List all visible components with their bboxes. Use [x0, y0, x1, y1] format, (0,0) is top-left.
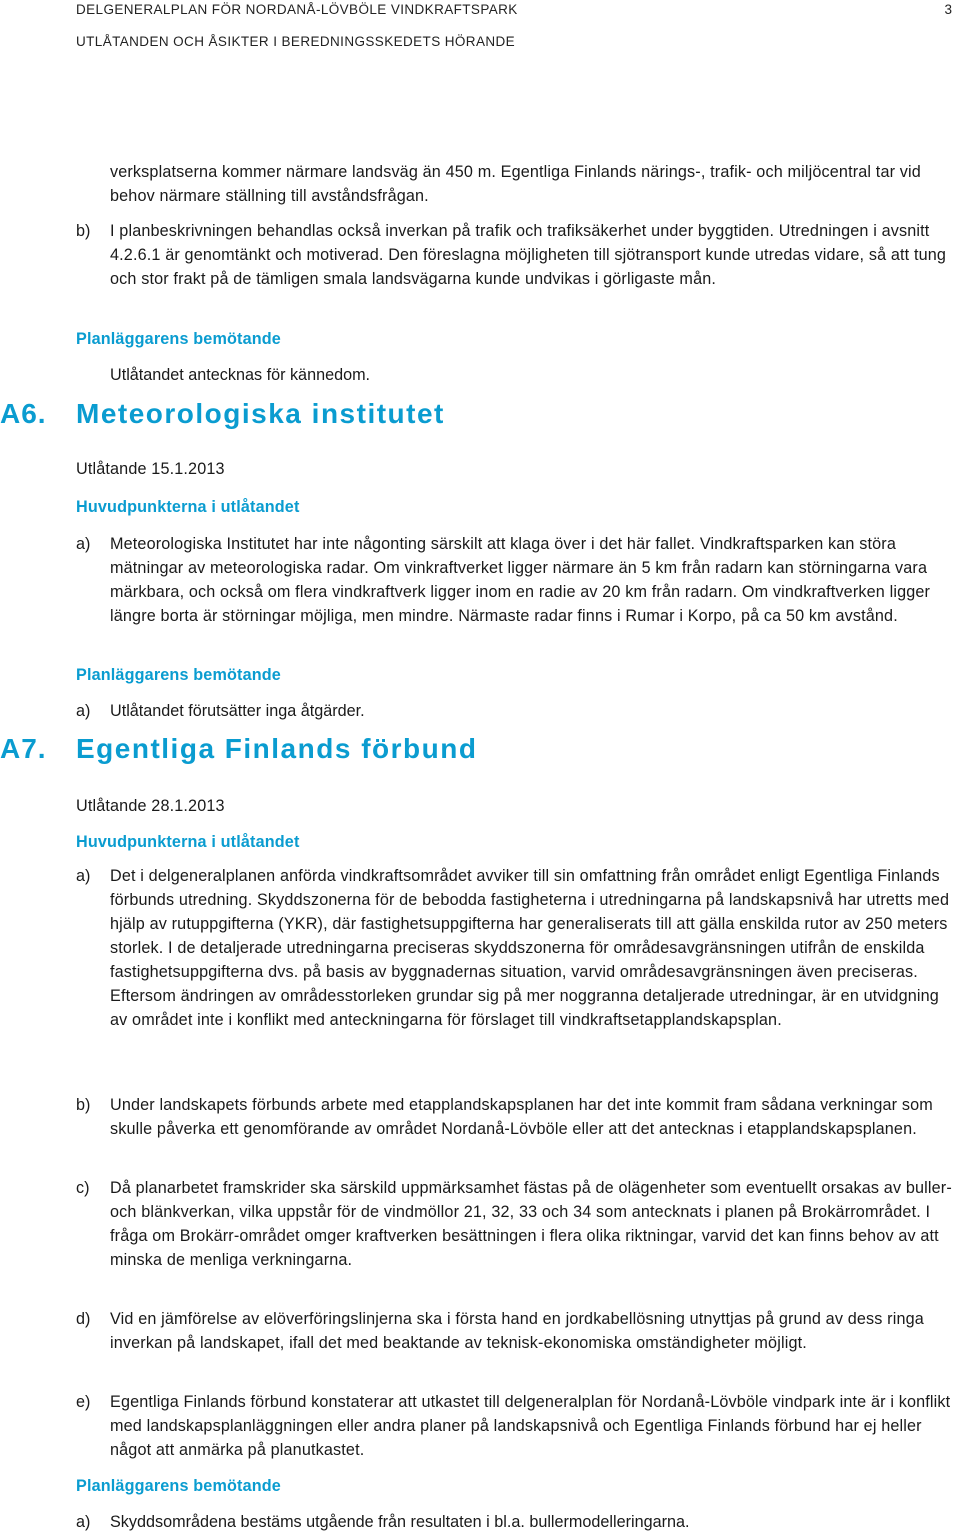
- list-label: b): [76, 222, 91, 240]
- section-number: A6.: [0, 398, 47, 429]
- list-item-text: Då planarbetet framskrider ska särskild uppmärksamhet fästas på de olägenheter som eventuellt orsakas av buller- och blänkverkan, vilka uppstår för de vindmöllor 21, 32, 33 och 34 som antecknats i planen på Brokärrområdet. I fråga om Brokärr-området omger kraftverken besättningen i flera olika riktningar, varvid det kan finns behov av att minska de menliga verkningarna.: [110, 1179, 952, 1269]
- section-number: A7.: [0, 733, 47, 764]
- list-label: a): [76, 867, 91, 885]
- list-item-text: Under landskapets förbunds arbete med etapplandskapsplanen har det inte kommit fram sådana verkningar som skulle påverka ett genomförande av området Nordanå-Lövböle eller att det antecknas i etapplandskapsplanen.: [110, 1096, 933, 1138]
- list-label: c): [76, 1179, 90, 1197]
- document-subtitle: UTLÅTANDEN OCH ÅSIKTER I BEREDNINGSSKEDETS HÖRANDE: [76, 34, 516, 49]
- main-points-heading: Huvudpunkterna i utlåtandet: [76, 833, 300, 851]
- list-label: a): [76, 535, 91, 553]
- list-label: d): [76, 1310, 91, 1328]
- list-item-text: Egentliga Finlands förbund konstaterar att utkastet till delgeneralplan för Nordanå-Lövböle vindpark inte är i konflikt med landskapsplanläggningen eller andra planer på landskapsnivå och Egentliga Finlands förbund har ej heller något att anmärka på planutkastet.: [110, 1393, 951, 1459]
- page-number: 3: [944, 2, 952, 17]
- list-label: b): [76, 1096, 91, 1114]
- list-item-text: Vid en jämförelse av elöverföringslinjerna ska i första hand en jordkabellösning utnyttjas på grund av dess ringa inverkan på landskapet, ifall det med beaktande av teknisk-ekonomiska omständigheter möjligt.: [110, 1310, 924, 1352]
- list-label: a): [76, 702, 91, 720]
- list-label: a): [76, 1513, 91, 1531]
- planner-response-heading: Planläggarens bemötande: [76, 330, 281, 348]
- list-item-text: Meteorologiska Institutet har inte någonting särskilt att klaga över i det här fallet. Vindkraftsparken kan störa mätningar av meteorologiska radar. Om vinkraftverket ligger närmare än 5 km från radarn kan störningarna vara märkbara, och också om flera vindkraftverk ligger inom en radie av 20 km från radarn. Om vindkraftverken ligger längre borta är störningar möjliga, men mindre. Närmaste radar finns i Rumar i Korpo, på ca 50 km avstånd.: [110, 535, 931, 625]
- section-title: Egentliga Finlands förbund: [76, 733, 478, 764]
- statement-date: Utlåtande 28.1.2013: [76, 797, 225, 815]
- document-title: DELGENERALPLAN FÖR NORDANÅ-LÖVBÖLE VINDKRAFTSPARK: [76, 2, 518, 17]
- planner-response-text: Utlåtandet förutsätter inga åtgärder.: [110, 702, 365, 720]
- section-title: Meteorologiska institutet: [76, 398, 445, 429]
- planner-response-heading: Planläggarens bemötande: [76, 1477, 281, 1495]
- list-item-text: I planbeskrivningen behandlas också inverkan på trafik och trafiksäkerhet under byggtiden. Utredningen i avsnitt 4.2.6.1 är genomtänkt och motiverad. Den föreslagna möjligheten till sjötransport kunde utredas vidare, så att tung och stor frakt på de tämligen smala landsvägarna kunde undvikas i görligaste mån.: [110, 222, 947, 288]
- main-points-heading: Huvudpunkterna i utlåtandet: [76, 498, 300, 516]
- planner-response-text: Skyddsområdena bestäms utgående från resultaten i bl.a. bullermodelleringarna.: [110, 1513, 690, 1531]
- list-item-text: Det i delgeneralplanen anförda vindkraftsområdet avviker till sin omfattning från området enligt Egentliga Finlands förbunds utredning. Skyddszonerna för de bebodda fastigheterna i utredningarna på landskapsnivå har utretts med hjälp av rutuppgifterna (YKR), där fastighetsuppgifterna har generaliserats till att gälla enskilda rutor av 250 meters storlek. I de detaljerade utredningarna preciseras skyddszonerna för områdesavgränsningen utifrån de enskilda fastighetsuppgifterna dvs. på basis av byggnadernas situation, varvid områdesavgränsningen även preciseras. Eftersom ändringen av områdesstorleken grundar sig på mer noggranna detaljerade utredningar, är en utvidgning av området inte i konflikt med anteckningarna för förslaget till vindkraftsetapplandskapsplan.: [110, 867, 950, 1029]
- statement-date: Utlåtande 15.1.2013: [76, 460, 225, 478]
- planner-response-heading: Planläggarens bemötande: [76, 666, 281, 684]
- page-header: [0, 0, 960, 60]
- planner-response-text: Utlåtandet antecknas för kännedom.: [110, 366, 371, 384]
- list-label: e): [76, 1393, 91, 1411]
- continuation-paragraph: verksplatserna kommer närmare landsväg än 450 m. Egentliga Finlands närings-, trafik- och miljöcentral tar vid behov närmare ställning till avståndsfrågan.: [110, 163, 921, 205]
